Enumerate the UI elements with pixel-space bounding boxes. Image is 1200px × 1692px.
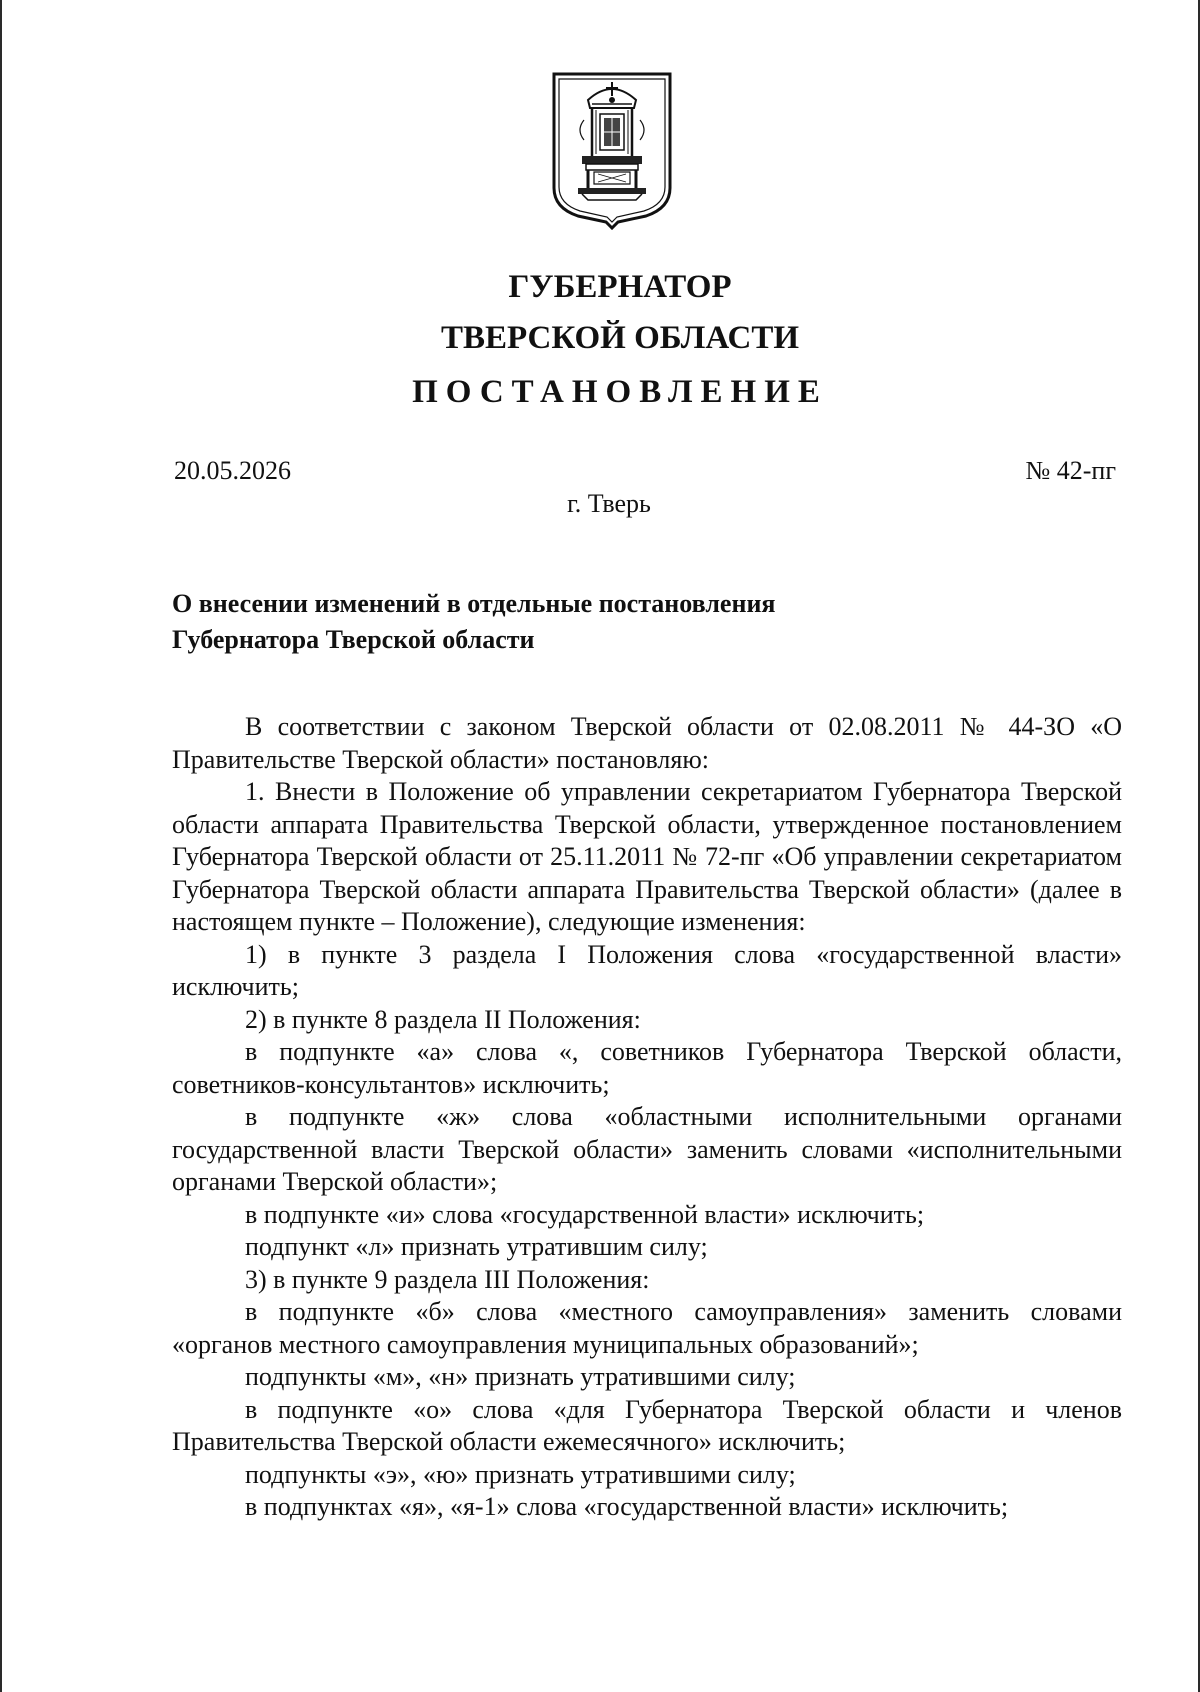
tver-coat-of-arms-icon — [548, 70, 676, 230]
body-paragraph: в подпункте «и» слова «государственной власти» исключить; — [245, 1199, 925, 1229]
subject-line-1: О внесении изменений в отдельные постановления — [172, 589, 776, 618]
document-body — [172, 711, 1122, 1524]
body-paragraph: подпункты «э», «ю» признать утратившими силу; — [245, 1459, 796, 1489]
scan-edge-left — [0, 0, 2, 1692]
body-paragraph: В соответствии с законом Тверской области от 02.08.2011 № 44-ЗО «О Правительстве Тверской области» постановляю: — [172, 712, 1122, 774]
document-type: ПОСТАНОВЛЕНИЕ — [412, 374, 828, 410]
body-paragraph: в подпунктах «я», «я-1» слова «государственной власти» исключить; — [245, 1492, 1009, 1521]
issuing-authority — [0, 262, 1200, 364]
body-paragraph: в подпункте «б» слова «местного самоуправления» заменить словами «органов местного самоуправления муниципальных образований»; — [172, 1297, 1122, 1359]
body-paragraph: в подпункте «о» слова «для Губернатора Тверской области и членов Правительства Тверской области ежемесячного» исключить; — [172, 1394, 1122, 1456]
body-paragraph: подпункты «м», «н» признать утратившими силу; — [245, 1362, 796, 1391]
body-paragraph: подпункт «л» признать утратившим силу; — [245, 1232, 708, 1261]
authority-line-2: ТВЕРСКОЙ ОБЛАСТИ — [440, 320, 800, 356]
body-paragraph: 1. Внести в Положение об управлении секретариатом Губернатора Тверской области аппарата Правительства Тверской области, утвержденное постановлением Губернатора Тверской области от 25.11.2011 № 72-пг «Об управлении секретариатом Губернатора Тверской области аппарата Правительства Тверской области» (далее в настоящем пункте – Положение), следующие изменения: — [172, 777, 1122, 936]
document-city: г. Тверь — [567, 489, 651, 518]
document-date: 20.05.2026 — [174, 456, 291, 485]
subject-line-2: Губернатора Тверской области — [172, 625, 535, 654]
document-number: № 42-пг — [1025, 456, 1116, 485]
body-paragraph: 1) в пункте 3 раздела I Положения слова «государственной власти» исключить; — [172, 939, 1122, 1001]
body-paragraph: в подпункте «а» слова «, советников Губернатора Тверской области, советников-консультантов» исключить; — [172, 1037, 1122, 1099]
body-paragraph: 3) в пункте 9 раздела III Положения: — [245, 1264, 650, 1294]
authority-line-1: ГУБЕРНАТОР — [508, 269, 732, 305]
body-paragraph: 2) в пункте 8 раздела II Положения: — [245, 1004, 641, 1034]
body-paragraph: в подпункте «ж» слова «областными исполнительными органами государственной власти Тверской области» заменить словами «исполнительными органами Тверской области»; — [172, 1102, 1122, 1196]
document-subject — [172, 586, 1072, 658]
